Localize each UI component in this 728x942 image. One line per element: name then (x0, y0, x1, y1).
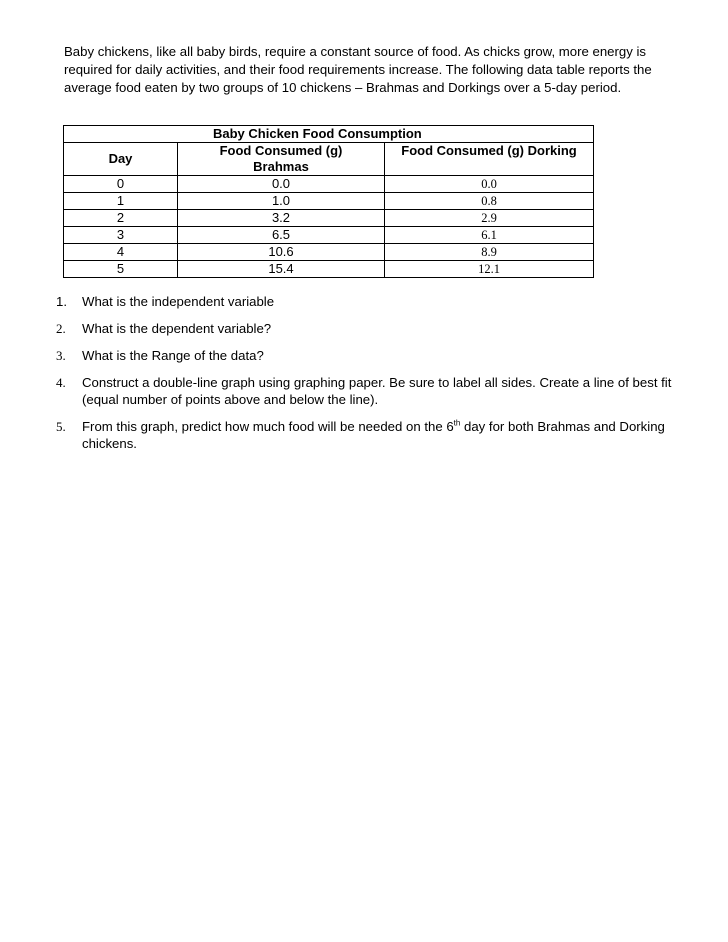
question-number: 2. (56, 321, 66, 336)
cell-brahmas: 10.6 (178, 244, 385, 261)
cell-day: 5 (64, 261, 178, 278)
cell-day: 0 (64, 176, 178, 193)
table-row (64, 210, 594, 227)
cell-day: 3 (64, 227, 178, 244)
question-number: 5. (56, 419, 66, 434)
column-header-brahmas (178, 143, 385, 176)
column-header-dorking: Food Consumed (g) Dorking (385, 143, 594, 176)
column-header-day: Day (64, 143, 178, 176)
cell-brahmas: 3.2 (178, 210, 385, 227)
table-title-row (64, 126, 594, 143)
table-row (64, 261, 594, 278)
cell-dorking: 12.1 (385, 261, 594, 278)
question-list (56, 293, 692, 452)
cell-dorking: 0.8 (385, 193, 594, 210)
question-text-before: From this graph, predict how much food will be needed on the 6 (82, 419, 454, 434)
cell-dorking: 0.0 (385, 176, 594, 193)
question-number: 3. (56, 348, 66, 363)
cell-day: 1 (64, 193, 178, 210)
table-row (64, 176, 594, 193)
table-row (64, 244, 594, 261)
intro-paragraph: Baby chickens, like all baby birds, require a constant source of food. As chicks grow, more energy is required for daily activities, and their food requirements increase. The following data table reports the average food eaten by two groups of 10 chickens – Brahmas and Dorkings over a 5-day period. (64, 44, 652, 95)
question-text-after: day for both Brahmas and Dorking chickens. (82, 419, 665, 451)
question-text (82, 419, 665, 451)
question-item (56, 347, 692, 364)
cell-dorking: 8.9 (385, 244, 594, 261)
question-text: What is the dependent variable? (82, 321, 272, 336)
question-number: 1. (56, 294, 67, 309)
table-title: Baby Chicken Food Consumption (64, 126, 594, 143)
question-text: Construct a double-line graph using graphing paper. Be sure to label all sides. Create a line of best fit (equal number of points above and below the line). (82, 375, 672, 407)
table-row (64, 227, 594, 244)
question-item (56, 320, 692, 337)
column-header-brahmas-line2: Brahmas (253, 159, 309, 174)
cell-day: 4 (64, 244, 178, 261)
cell-dorking: 6.1 (385, 227, 594, 244)
food-consumption-table (63, 125, 594, 278)
table-row (64, 193, 594, 210)
cell-brahmas: 6.5 (178, 227, 385, 244)
question-text: What is the Range of the data? (82, 348, 264, 363)
table-header-row (64, 143, 594, 176)
cell-dorking: 2.9 (385, 210, 594, 227)
question-text: What is the independent variable (82, 294, 275, 309)
question-item (56, 418, 692, 452)
cell-brahmas: 0.0 (178, 176, 385, 193)
cell-day: 2 (64, 210, 178, 227)
question-number: 4. (56, 375, 66, 390)
question-item (56, 374, 692, 408)
cell-brahmas: 1.0 (178, 193, 385, 210)
column-header-brahmas-line1: Food Consumed (g) (219, 143, 343, 158)
cell-brahmas: 15.4 (178, 261, 385, 278)
question-item (56, 293, 692, 310)
ordinal-suffix: th (453, 418, 461, 428)
